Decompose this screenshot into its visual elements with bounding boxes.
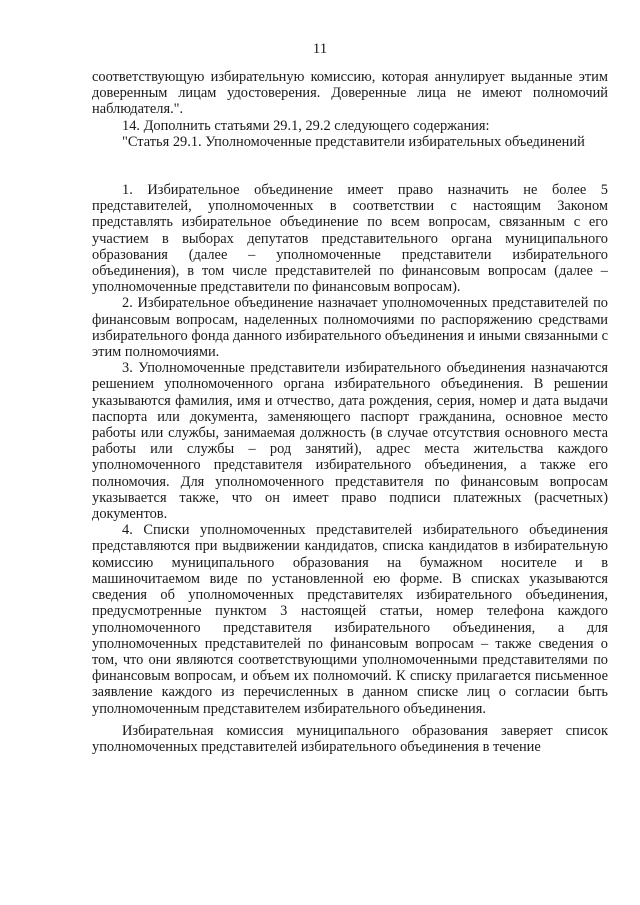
spacer <box>92 150 608 182</box>
paragraph-3: 3. Уполномоченные представители избирательного объединения назначаются решением уполномоченного органа избирательного объединения. В решении указываются фамилия, имя и отчество, дата рождения, серия, номер и дата выдачи паспорта или документа, заменяющего паспорт гражданина, основное место работы или службы, занимаемая должность (в случае отсутствия основного места работы или службы – род занятий), адрес места жительства каждого уполномоченного представителя избирательного объединения, а также его полномочия. Для уполномоченного представителя по финансовым вопросам указывается также, что он имеет право подписи платежных (расчетных) документов. <box>92 360 608 523</box>
paragraph-2: 2. Избирательное объединение назначает уполномоченных представителей по финансовым вопросам, наделенных полномочиями по распоряжению средствами избирательного фонда данного избирательного объединения и иными связанными с этим полномочиями. <box>92 295 608 361</box>
page-number: 11 <box>312 41 328 57</box>
paragraph-4: 4. Списки уполномоченных представителей избирательного объединения представляются при выдвижении кандидатов, списка кандидатов в избирательную комиссию муниципального образования на бумажном носителе и в машиночитаемом виде по установленной ею форме. В списках указываются сведения об уполномоченных представителях избирательного объединения, предусмотренные пунктом 3 настоящей статьи, номер телефона каждого уполномоченного представителя избирательного объединения, а для уполномоченных представителей по финансовым вопросам – также сведения о том, что они являются соответствующими уполномоченными представителями по финансовым вопросам, и объем их полномочий. К списку прилагается письменное заявление каждого из перечисленных в данном списке лиц о согласии быть уполномоченным представителем избирательного объединения. <box>92 522 608 717</box>
paragraph-item-14: 14. Дополнить статьями 29.1, 29.2 следующего содержания: <box>122 117 490 134</box>
article-title: "Статья 29.1. Уполномоченные представители избирательных объединений <box>122 133 585 150</box>
document-body <box>92 69 608 755</box>
paragraph-5: Избирательная комиссия муниципального образования заверяет список уполномоченных представителей избирательного объединения в течение <box>92 722 608 755</box>
paragraph-1: 1. Избирательное объединение имеет право назначить не более 5 представителей, уполномоченных в соответствии с настоящим Законом представлять избирательное объединение по всем вопросам, связанным с его участием в выборах депутатов представительного органа муниципального образования (далее – уполномоченные представители избирательного объединения), в том числе представителей по финансовым вопросам (далее – уполномоченные представители по финансовым вопросам). <box>92 182 608 296</box>
paragraph-continuation: соответствующую избирательную комиссию, которая аннулирует выданные этим доверенным лицам удостоверения. Доверенные лица не имеют полномочий наблюдателя.". <box>92 69 608 118</box>
